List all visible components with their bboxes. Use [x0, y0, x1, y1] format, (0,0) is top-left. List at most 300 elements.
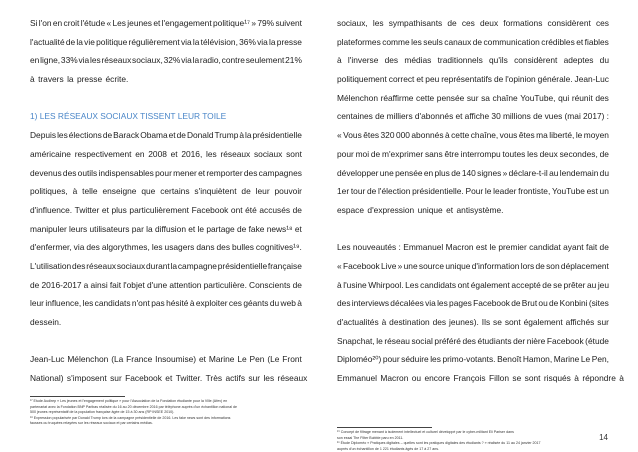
word: milliers: [386, 111, 413, 122]
word: réseaux: [277, 373, 308, 384]
text-line: [30, 257, 302, 276]
word: source: [418, 260, 445, 271]
word: Donald: [186, 130, 214, 141]
word: chaîne: [492, 92, 518, 103]
word: s'inquiètent: [194, 186, 237, 197]
word: l'usine: [343, 279, 367, 290]
word: 36%: [239, 36, 256, 47]
word: frontiste,: [518, 186, 551, 197]
word: Pen,: [591, 354, 609, 365]
word: sociaux: [253, 148, 283, 159]
word: Marine: [208, 354, 235, 365]
word: «: [337, 260, 342, 271]
word: de: [292, 204, 302, 215]
word: réaffirme: [380, 92, 414, 103]
word: Twitter: [74, 204, 100, 215]
word: générale.: [537, 74, 573, 85]
word: lendemain: [559, 167, 599, 178]
word: risqués: [543, 373, 571, 384]
word: lors: [520, 260, 535, 271]
word: Les: [112, 18, 126, 28]
word: Brut: [521, 298, 538, 309]
word: se: [553, 279, 562, 290]
word: de: [375, 111, 385, 122]
word: de: [599, 242, 609, 253]
word: géants: [243, 298, 269, 309]
word: politique: [96, 36, 128, 47]
word: et: [188, 223, 196, 234]
footnote-line: ¹⁷ Etude Audirep « Les jeunes et l'engagement politique » pour l'Association de la Fondation étudiante pour la Ville (Afev) en: [30, 399, 228, 403]
word: indispensables: [98, 167, 154, 178]
word: radio,: [199, 55, 221, 66]
word: le: [376, 335, 383, 346]
word: d'abonnés: [414, 111, 454, 122]
word: France: [126, 354, 153, 365]
word: Insoumise): [155, 354, 197, 365]
word: adeptes: [563, 55, 594, 66]
word: particulièrement: [129, 204, 189, 215]
word: via: [78, 55, 90, 66]
text-line: [337, 332, 609, 351]
word: en: [135, 148, 145, 159]
word: politique¹⁷: [213, 18, 251, 28]
word: la: [170, 260, 178, 271]
word: unique: [445, 260, 471, 271]
word: François: [453, 373, 486, 384]
word: pas: [151, 298, 165, 309]
word: via: [180, 36, 192, 47]
word: de: [292, 279, 302, 290]
footnotes-right: [337, 430, 609, 452]
word: bulles: [232, 242, 254, 253]
word: particulière.: [203, 279, 247, 290]
word: Barack: [113, 130, 140, 141]
text-line: [337, 70, 609, 89]
word: leur: [255, 186, 270, 197]
word: d'information: [471, 260, 520, 271]
footnote-line: ¹⁹ Concept de filtrage menant à isolement intellectuel et culturel développé par le cyber-militant Eli Pariser dans: [337, 430, 514, 434]
word: l'engagement: [161, 18, 212, 28]
word: qui: [558, 92, 570, 103]
word: les: [372, 18, 384, 28]
word: Hamon,: [522, 354, 553, 365]
word: antisystème.: [456, 204, 504, 215]
word: considèrent: [547, 18, 591, 28]
text-line: [337, 164, 609, 183]
word: le: [575, 130, 583, 141]
word: ou: [411, 373, 422, 384]
word: à: [189, 298, 195, 309]
word: Les: [405, 279, 419, 290]
word: séduire: [401, 354, 429, 365]
word: les: [430, 354, 441, 365]
word: pensée: [436, 92, 465, 103]
word: deux: [479, 18, 499, 28]
word: également: [470, 279, 510, 290]
word: des: [337, 298, 351, 309]
word: remporter: [206, 167, 243, 178]
word: communication: [483, 36, 540, 47]
word: Facebook: [546, 335, 584, 346]
word: que: [141, 186, 156, 197]
word: de: [102, 130, 113, 141]
word: et: [168, 130, 176, 141]
word: chaîne,: [470, 130, 499, 141]
word: millions: [502, 111, 531, 122]
word: les: [411, 36, 422, 47]
word: et: [294, 223, 302, 234]
word: National): [30, 373, 64, 384]
word: outils: [77, 167, 98, 178]
footnote-line: partenariat avec la Fondation BNP Paribas réalisée du 16 au 20 décembre 2016 par téléphone auprès d'un échantillon national de: [30, 404, 238, 409]
word: de: [511, 298, 521, 309]
word: nière: [526, 335, 546, 346]
word: à: [574, 373, 579, 384]
word: 21%: [285, 55, 302, 66]
text-line: [337, 276, 609, 295]
word: campagnes: [258, 167, 302, 178]
word: la: [192, 55, 200, 66]
word: politiquement: [337, 74, 387, 85]
text-line: [337, 313, 609, 332]
word: sans: [424, 148, 443, 159]
word: l'étude: [80, 18, 106, 28]
word: ont: [230, 204, 243, 215]
word: Mélenchon: [67, 354, 109, 365]
left-column: [30, 14, 308, 388]
word: Diploméo²⁰): [337, 354, 382, 365]
word: sur: [248, 373, 261, 384]
word: »: [502, 167, 508, 178]
word: est: [586, 186, 598, 197]
word: réseaux: [220, 148, 251, 159]
word: partage: [206, 223, 235, 234]
word: algorythmes,: [101, 242, 150, 253]
text-line: [337, 201, 609, 220]
word: peu: [425, 74, 440, 85]
word: YouTube,: [520, 92, 556, 103]
word: et: [576, 36, 584, 47]
word: française: [267, 260, 302, 271]
word: la: [67, 74, 74, 85]
word: l'objet: [123, 279, 145, 290]
word: en: [423, 167, 434, 178]
word: de: [549, 298, 559, 309]
word: de: [451, 167, 461, 178]
word: exploiter: [195, 298, 228, 309]
word: :: [398, 242, 401, 253]
word: primo-votants.: [442, 354, 496, 365]
word: des: [595, 92, 609, 103]
page-number: 14: [599, 433, 608, 442]
word: Macron: [445, 242, 474, 253]
word: des: [86, 242, 100, 253]
word: toutes: [502, 148, 526, 159]
word: à: [337, 55, 342, 66]
word: Macron: [380, 373, 409, 384]
word: Depuis: [30, 130, 57, 141]
word: moi: [355, 148, 370, 159]
word: et: [165, 373, 173, 384]
word: moyen: [583, 130, 609, 141]
word: à: [30, 74, 35, 85]
word: développer: [337, 167, 379, 178]
text-line: [30, 126, 302, 145]
word: et: [416, 74, 424, 85]
word: campagne: [177, 260, 217, 271]
word: certains: [160, 186, 190, 197]
word: pensée: [395, 167, 423, 178]
word: 1er: [337, 186, 350, 197]
word: jeu: [597, 279, 609, 290]
word: l'actualité: [30, 36, 65, 47]
word: l'inverse: [347, 55, 379, 66]
word: ces: [228, 298, 242, 309]
word: déplacement: [560, 260, 609, 271]
word: (étude: [585, 335, 609, 346]
word: d'influence.: [30, 204, 73, 215]
word: Twitter.: [175, 373, 203, 384]
word: telle: [82, 186, 98, 197]
word: usagers: [164, 242, 195, 253]
word: web: [280, 298, 296, 309]
word: mener: [173, 167, 197, 178]
word: être: [444, 148, 459, 159]
right-paragraph-2: [337, 238, 624, 388]
left-paragraph-1: [30, 14, 302, 89]
word: s'imposent: [66, 373, 107, 384]
word: des: [384, 55, 399, 66]
word: interrompu: [460, 148, 501, 159]
word: sont: [286, 148, 302, 159]
text-line: [337, 182, 609, 201]
word: de: [176, 130, 186, 141]
word: de: [493, 74, 504, 85]
word: présidentielle: [252, 130, 302, 141]
word: préféré: [434, 335, 461, 346]
footnote-line: fausses ou truquées relayées sur les réseaux sociaux et par certains médias.: [30, 421, 153, 426]
text-line: [337, 257, 609, 276]
word: de: [366, 186, 377, 197]
word: de: [236, 223, 247, 234]
word: «: [337, 130, 342, 141]
word: Le: [580, 354, 591, 365]
word: 33%: [60, 55, 78, 66]
word: Jean-Luc: [30, 354, 65, 365]
word: régulièrement: [128, 36, 180, 47]
word: seuls: [423, 36, 443, 47]
word: Ils: [481, 317, 491, 327]
word: la: [245, 130, 252, 141]
word: canaux: [444, 36, 472, 47]
word: dessein.: [30, 317, 62, 327]
word: hésité: [166, 298, 189, 309]
word: les: [206, 148, 217, 159]
text-line: [337, 14, 609, 33]
word: des: [71, 260, 86, 271]
word: Fillon: [488, 373, 509, 384]
word: des: [216, 242, 231, 253]
word: également: [523, 317, 563, 327]
word: Jean-Luc: [574, 74, 609, 85]
word: d'expression: [367, 204, 415, 215]
word: l'opinion: [505, 74, 536, 85]
word: 30: [491, 111, 501, 122]
word: Marine: [553, 354, 580, 365]
word: actifs: [225, 373, 246, 384]
word: des: [243, 167, 258, 178]
word: interviews: [351, 298, 390, 309]
word: attention: [169, 279, 202, 290]
word: «: [106, 18, 112, 28]
word: fait: [586, 242, 598, 253]
word: Konbini: [559, 298, 588, 309]
word: en: [30, 55, 40, 66]
word: Benoît: [497, 354, 522, 365]
text-line: [337, 369, 624, 388]
word: cognitives¹⁹.: [255, 242, 302, 253]
word: Le: [237, 354, 247, 365]
word: et: [153, 18, 161, 28]
word: signes: [477, 167, 502, 178]
word: sociaux,: [132, 55, 163, 66]
word: via: [181, 55, 192, 66]
word: plus: [111, 204, 127, 215]
word: 32%: [163, 55, 181, 66]
word: une: [403, 260, 418, 271]
word: formations: [503, 18, 543, 28]
word: au: [586, 279, 597, 290]
footnote-line: 500 jeunes représentatif de la population française âgée de 15 à 30 ans (RP INSEE 2010).: [30, 410, 175, 415]
footnote-line: ¹⁸ Expression popularisée par Donald Trump lors de la campagne présidentielle de 2016. Les fake news sont des informations: [30, 415, 231, 420]
word: abonnés: [411, 130, 444, 141]
word: (sites: [588, 298, 609, 309]
word: 2017): [583, 111, 605, 122]
word: prêter: [563, 279, 586, 290]
word: sociaux: [116, 260, 146, 271]
word: plus: [434, 167, 450, 178]
text-line: [30, 51, 302, 70]
word: diffusion: [154, 223, 186, 234]
word: au: [549, 167, 559, 178]
word: deux: [539, 148, 558, 159]
word: de: [472, 36, 483, 47]
word: Emmanuel: [403, 242, 444, 253]
word: (Le: [267, 354, 280, 365]
word: à: [72, 186, 78, 197]
word: Trump: [214, 130, 239, 141]
word: par: [131, 223, 144, 234]
text-line: [30, 14, 302, 33]
left-paragraph-3: [30, 350, 308, 387]
word: sociaux,: [337, 18, 368, 28]
word: cette: [451, 130, 470, 141]
word: n'ont: [131, 298, 150, 309]
word: suivent: [275, 18, 302, 28]
text-line: [30, 33, 302, 52]
word: l'élection: [378, 186, 411, 197]
word: les: [82, 298, 94, 309]
text-line: [30, 201, 302, 220]
word: du: [599, 55, 609, 66]
word: des: [62, 167, 77, 178]
left-paragraph-2: [30, 126, 302, 332]
word: sont: [504, 317, 521, 327]
right-column: [337, 14, 624, 388]
word: sympathisants: [388, 18, 443, 28]
word: une: [379, 167, 394, 178]
text-line: [30, 369, 308, 388]
word: les: [57, 130, 68, 141]
word: été: [245, 204, 257, 215]
word: L'utilisation: [30, 260, 72, 271]
word: élections: [68, 130, 102, 141]
word: travers: [38, 74, 64, 85]
word: et: [170, 148, 178, 159]
word: presse: [276, 36, 302, 47]
word: la: [76, 36, 83, 47]
word: sa: [481, 92, 490, 103]
word: Les: [337, 242, 351, 253]
word: crédibles: [541, 36, 575, 47]
word: 79%: [257, 18, 275, 28]
word: répondre: [582, 373, 616, 384]
word: sur: [597, 317, 609, 327]
word: durant: [146, 260, 170, 271]
word: déclare-t-il: [508, 167, 548, 178]
word: a: [83, 279, 89, 290]
word: vie: [84, 36, 95, 47]
word: affichés: [565, 317, 595, 327]
word: candidats: [94, 298, 131, 309]
text-line: [337, 89, 609, 108]
word: en: [52, 18, 63, 28]
word: 2016,: [181, 148, 203, 159]
word: Obama: [140, 130, 168, 141]
word: son: [546, 260, 560, 271]
text-line: [30, 276, 302, 295]
paragraph-gap: [30, 89, 302, 108]
word: espace: [337, 204, 365, 215]
word: nouveautés: [352, 242, 397, 253]
word: Facebook: [191, 204, 229, 215]
word: considèrent: [514, 55, 558, 66]
footnote-rule-left: [30, 396, 125, 397]
word: Conscients: [249, 279, 291, 290]
word: via: [425, 298, 436, 309]
word: pour: [155, 167, 172, 178]
text-line: [30, 145, 302, 164]
word: le: [484, 186, 492, 197]
word: ces: [595, 18, 609, 28]
word: les: [437, 298, 448, 309]
word: presse: [76, 74, 103, 85]
paragraph-gap: [30, 332, 302, 351]
word: le: [489, 242, 496, 253]
text-line: [30, 182, 302, 201]
text-line: [337, 238, 609, 257]
word: centaines: [337, 111, 373, 122]
word: d'une: [146, 279, 168, 290]
word: accepté: [511, 279, 541, 290]
text-line: [337, 107, 609, 126]
word: influence,: [45, 298, 82, 309]
text-line: [337, 33, 609, 52]
word: YouTube: [552, 186, 585, 197]
word: Facebook: [125, 373, 162, 384]
word: leader: [493, 186, 517, 197]
word: de: [65, 36, 76, 47]
